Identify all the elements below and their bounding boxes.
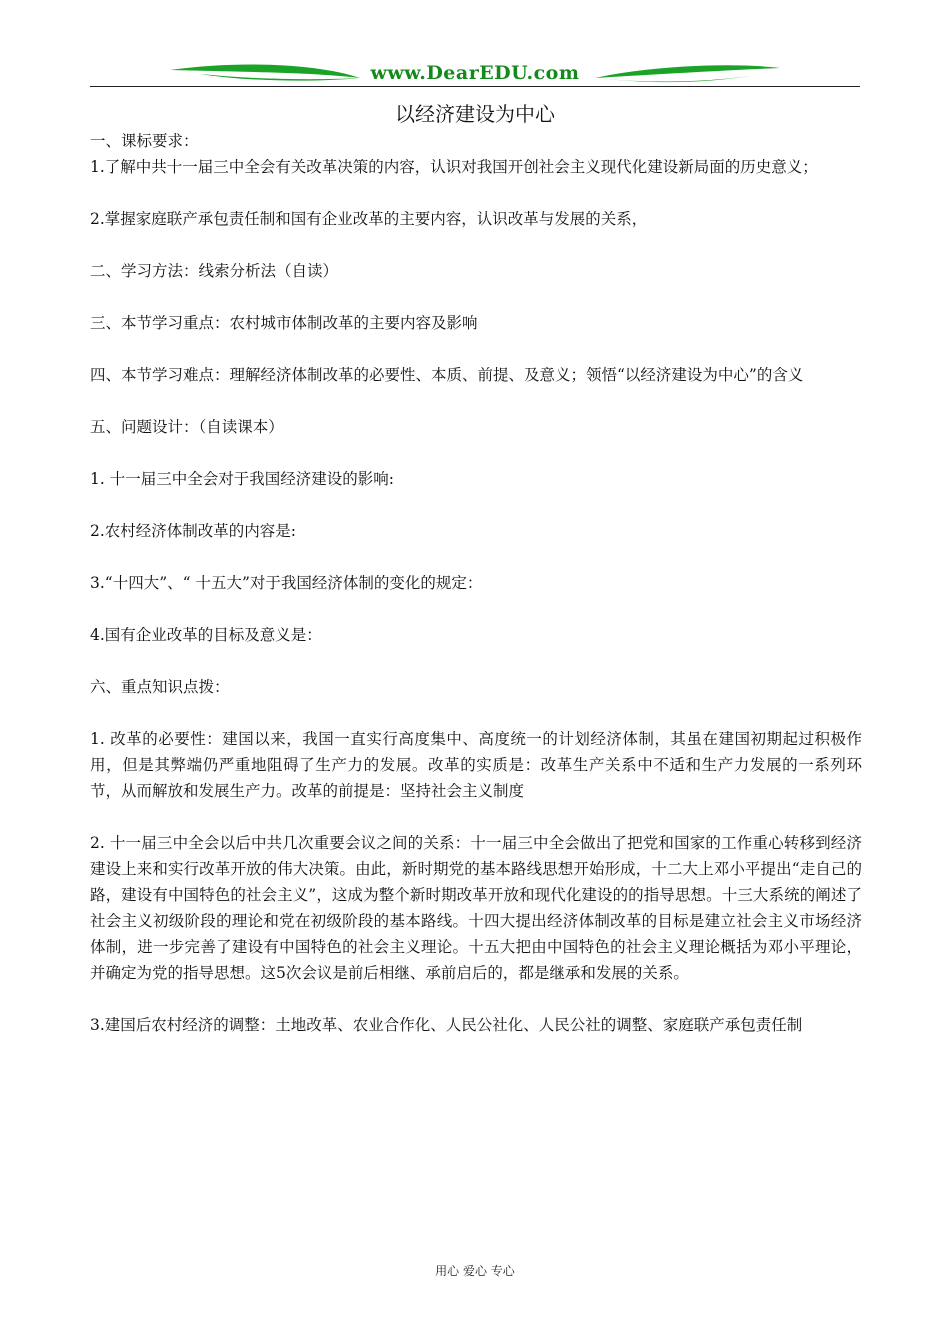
knowledge-item: 3.建国后农村经济的调整：土地改革、农业合作化、人民公社化、人民公社的调整、家庭联产承包责任制 xyxy=(90,1016,803,1034)
document-body xyxy=(90,128,862,1038)
section-heading-method: 二、学习方法：线索分析法（自读） xyxy=(90,262,339,280)
section-heading-curriculum: 一、课标要求： xyxy=(90,132,199,150)
paragraph: 1.了解中共十一届三中全会有关改革决策的内容，认识对我国开创社会主义现代化建设新局面的历史意义； xyxy=(90,158,818,176)
question-item: 4.国有企业改革的目标及意义是： xyxy=(90,626,322,644)
section-heading-knowledge: 六、重点知识点拨： xyxy=(90,678,230,696)
question-item: 3.“十四大”、“ 十五大”对于我国经济体制的变化的规定： xyxy=(90,574,483,592)
page-footer: 用心 爱心 专心 xyxy=(435,1264,515,1278)
knowledge-item: 2. 十一届三中全会以后中共几次重要会议之间的关系：十一届三中全会做出了把党和国家的工作重心转移到经济建设上来和实行改革开放的伟大决策。由此，新时期党的基本路线思想开始形成，十二大上邓小平提出“走自己的路，建设有中国特色的社会主义”，这成为整个新时期改革开放和现代化建设的的指导思想。十三大系统的阐述了社会主义初级阶段的理论和党在初级阶段的基本路线。十四大提出经济体制改革的目标是建立社会主义市场经济体制，进一步完善了建设有中国特色的社会主义理论。十五大把由中国特色的社会主义理论概括为邓小平理论，并确定为党的指导思想。这5次会议是前后相继、承前启后的，都是继承和发展的关系。 xyxy=(90,834,862,982)
page-header xyxy=(90,58,860,94)
question-item: 2.农村经济体制改革的内容是: xyxy=(90,522,297,540)
document-title: 以经济建设为中心 xyxy=(395,102,555,126)
knowledge-item: 1. 改革的必要性：建国以来，我国一直实行高度集中、高度统一的计划经济体制，其虽在建国初期起过积极作用，但是其弊端仍严重地阻碍了生产力的发展。改革的实质是：改革生产关系中不适和生产力发展的一系列环节，从而解放和发展生产力。改革的前提是：坚持社会主义制度 xyxy=(90,730,862,800)
header-divider xyxy=(90,86,860,87)
site-logo-text: www.DearEDU.com xyxy=(370,62,580,84)
question-item: 1. 十一届三中全会对于我国经济建设的影响: xyxy=(90,470,394,488)
section-heading-questions: 五、问题设计：（自读课本） xyxy=(90,418,284,436)
paragraph: 2.掌握家庭联产承包责任制和国有企业改革的主要内容，认识改革与发展的关系， xyxy=(90,210,648,228)
section-heading-key-points: 三、本节学习重点：农村城市体制改革的主要内容及影响 xyxy=(90,314,478,332)
section-heading-difficulties: 四、本节学习难点：理解经济体制改革的必要性、本质、前提、及意义；领悟“以经济建设为中心”的含义 xyxy=(90,366,804,384)
